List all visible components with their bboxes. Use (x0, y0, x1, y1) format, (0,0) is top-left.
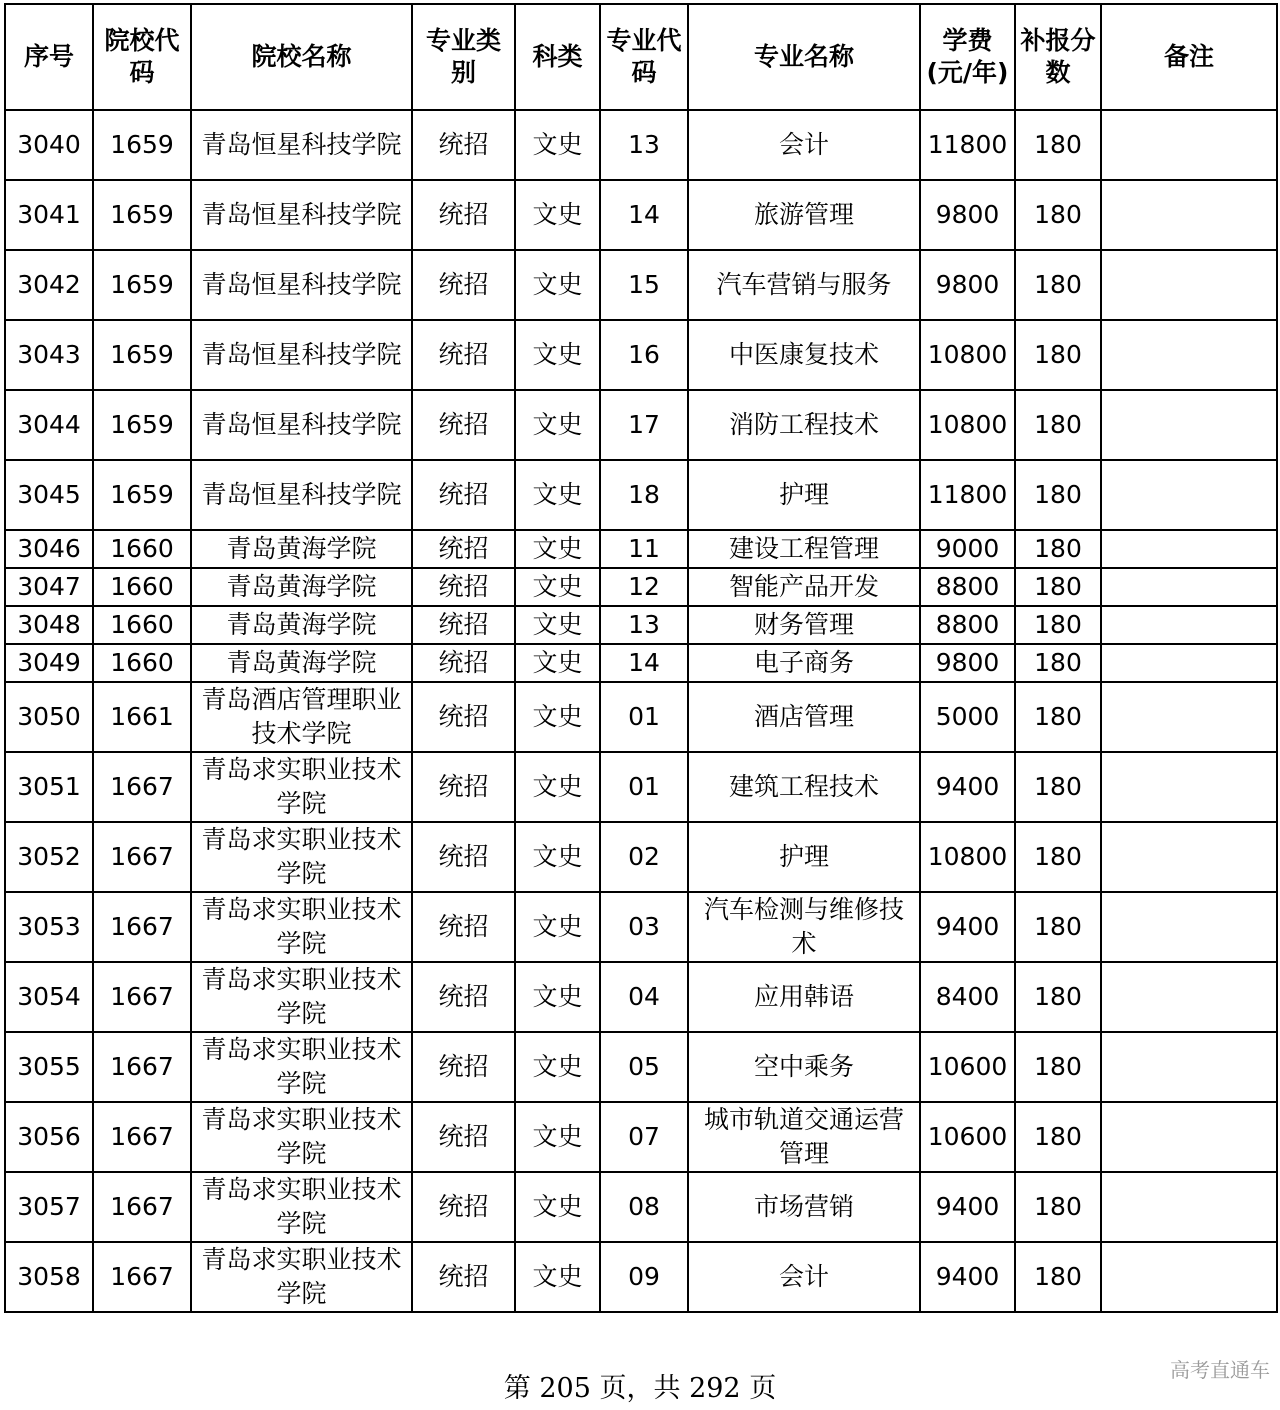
table-row (5, 110, 1277, 180)
cell-school-name: 青岛求实职业技术学院 (191, 962, 412, 1032)
table-row (5, 250, 1277, 320)
cell-tuition: 10800 (920, 390, 1015, 460)
cell-major-code: 13 (600, 110, 688, 180)
cell-tuition: 9400 (920, 752, 1015, 822)
table-row (5, 644, 1277, 682)
header-subject: 科类 (515, 4, 600, 110)
cell-score: 180 (1015, 180, 1101, 250)
header-tuition: 学费(元/年) (920, 4, 1015, 110)
cell-school-name: 青岛求实职业技术学院 (191, 892, 412, 962)
cell-school-name: 青岛恒星科技学院 (191, 460, 412, 530)
cell-school-code: 1667 (93, 1172, 191, 1242)
cell-major-name: 建设工程管理 (688, 530, 920, 568)
cell-school-code: 1667 (93, 1032, 191, 1102)
cell-score: 180 (1015, 1102, 1101, 1172)
cell-tuition: 9400 (920, 892, 1015, 962)
cell-tuition: 9800 (920, 644, 1015, 682)
cell-school-name: 青岛恒星科技学院 (191, 180, 412, 250)
cell-tuition: 9400 (920, 1242, 1015, 1312)
cell-tuition: 5000 (920, 682, 1015, 752)
header-school-name: 院校名称 (191, 4, 412, 110)
cell-school-name: 青岛黄海学院 (191, 644, 412, 682)
cell-major-code: 11 (600, 530, 688, 568)
cell-score: 180 (1015, 1242, 1101, 1312)
cell-score: 180 (1015, 568, 1101, 606)
cell-major-type: 统招 (412, 822, 515, 892)
cell-subject: 文史 (515, 822, 600, 892)
table-row (5, 682, 1277, 752)
cell-tuition: 9000 (920, 530, 1015, 568)
cell-major-type: 统招 (412, 390, 515, 460)
cell-subject: 文史 (515, 568, 600, 606)
cell-major-code: 02 (600, 822, 688, 892)
cell-seq: 3042 (5, 250, 93, 320)
cell-seq: 3040 (5, 110, 93, 180)
cell-major-name: 会计 (688, 1242, 920, 1312)
cell-score: 180 (1015, 1172, 1101, 1242)
table-row (5, 1242, 1277, 1312)
cell-seq: 3050 (5, 682, 93, 752)
cell-score: 180 (1015, 1032, 1101, 1102)
cell-subject: 文史 (515, 682, 600, 752)
cell-school-code: 1667 (93, 892, 191, 962)
cell-subject: 文史 (515, 110, 600, 180)
cell-school-name: 青岛恒星科技学院 (191, 320, 412, 390)
cell-major-type: 统招 (412, 320, 515, 390)
table-row (5, 1102, 1277, 1172)
cell-subject: 文史 (515, 1102, 600, 1172)
cell-tuition: 10600 (920, 1102, 1015, 1172)
cell-major-code: 08 (600, 1172, 688, 1242)
cell-tuition: 9800 (920, 250, 1015, 320)
cell-remark (1101, 644, 1277, 682)
header-score: 补报分数 (1015, 4, 1101, 110)
cell-tuition: 10800 (920, 822, 1015, 892)
cell-major-code: 01 (600, 752, 688, 822)
cell-major-name: 财务管理 (688, 606, 920, 644)
cell-seq: 3043 (5, 320, 93, 390)
header-major-name: 专业名称 (688, 4, 920, 110)
cell-remark (1101, 110, 1277, 180)
cell-tuition: 8400 (920, 962, 1015, 1032)
cell-seq: 3056 (5, 1102, 93, 1172)
cell-seq: 3058 (5, 1242, 93, 1312)
table-row (5, 460, 1277, 530)
cell-school-code: 1661 (93, 682, 191, 752)
cell-subject: 文史 (515, 390, 600, 460)
page-number: 第 205 页，共 292 页 (503, 1373, 777, 1404)
table-row (5, 752, 1277, 822)
cell-major-code: 16 (600, 320, 688, 390)
cell-major-code: 18 (600, 460, 688, 530)
table-row (5, 606, 1277, 644)
table-row (5, 180, 1277, 250)
cell-remark (1101, 460, 1277, 530)
cell-major-type: 统招 (412, 1032, 515, 1102)
cell-school-name: 青岛求实职业技术学院 (191, 1172, 412, 1242)
header-seq: 序号 (5, 4, 93, 110)
cell-major-code: 01 (600, 682, 688, 752)
cell-major-name: 电子商务 (688, 644, 920, 682)
cell-major-code: 15 (600, 250, 688, 320)
cell-major-type: 统招 (412, 110, 515, 180)
cell-school-code: 1660 (93, 530, 191, 568)
cell-major-code: 14 (600, 180, 688, 250)
cell-major-type: 统招 (412, 892, 515, 962)
cell-score: 180 (1015, 110, 1101, 180)
cell-major-code: 07 (600, 1102, 688, 1172)
cell-seq: 3052 (5, 822, 93, 892)
cell-subject: 文史 (515, 1242, 600, 1312)
cell-major-type: 统招 (412, 1102, 515, 1172)
cell-school-name: 青岛求实职业技术学院 (191, 752, 412, 822)
cell-subject: 文史 (515, 752, 600, 822)
cell-tuition: 9800 (920, 180, 1015, 250)
cell-subject: 文史 (515, 606, 600, 644)
cell-school-name: 青岛求实职业技术学院 (191, 822, 412, 892)
cell-major-type: 统招 (412, 752, 515, 822)
cell-subject: 文史 (515, 962, 600, 1032)
cell-school-name: 青岛求实职业技术学院 (191, 1032, 412, 1102)
cell-school-code: 1667 (93, 822, 191, 892)
cell-school-name: 青岛黄海学院 (191, 568, 412, 606)
cell-remark (1101, 606, 1277, 644)
cell-school-code: 1660 (93, 606, 191, 644)
table-row (5, 530, 1277, 568)
cell-major-type: 统招 (412, 568, 515, 606)
cell-score: 180 (1015, 460, 1101, 530)
cell-remark (1101, 892, 1277, 962)
table-row (5, 320, 1277, 390)
cell-tuition: 8800 (920, 606, 1015, 644)
cell-remark (1101, 1032, 1277, 1102)
cell-seq: 3047 (5, 568, 93, 606)
cell-score: 180 (1015, 752, 1101, 822)
cell-major-type: 统招 (412, 1242, 515, 1312)
cell-remark (1101, 962, 1277, 1032)
cell-major-name: 旅游管理 (688, 180, 920, 250)
cell-seq: 3053 (5, 892, 93, 962)
cell-score: 180 (1015, 250, 1101, 320)
cell-tuition: 10600 (920, 1032, 1015, 1102)
cell-seq: 3046 (5, 530, 93, 568)
cell-school-code: 1660 (93, 568, 191, 606)
table-row (5, 1172, 1277, 1242)
cell-major-type: 统招 (412, 180, 515, 250)
cell-school-code: 1660 (93, 644, 191, 682)
cell-school-name: 青岛恒星科技学院 (191, 250, 412, 320)
cell-major-type: 统招 (412, 606, 515, 644)
cell-major-code: 13 (600, 606, 688, 644)
cell-school-name: 青岛恒星科技学院 (191, 390, 412, 460)
cell-major-name: 应用韩语 (688, 962, 920, 1032)
cell-seq: 3049 (5, 644, 93, 682)
cell-major-name: 市场营销 (688, 1172, 920, 1242)
cell-remark (1101, 682, 1277, 752)
cell-school-code: 1659 (93, 110, 191, 180)
cell-major-type: 统招 (412, 530, 515, 568)
cell-score: 180 (1015, 644, 1101, 682)
cell-major-code: 17 (600, 390, 688, 460)
cell-major-name: 城市轨道交通运营管理 (688, 1102, 920, 1172)
cell-major-type: 统招 (412, 682, 515, 752)
cell-major-code: 14 (600, 644, 688, 682)
cell-major-name: 会计 (688, 110, 920, 180)
cell-seq: 3057 (5, 1172, 93, 1242)
cell-major-name: 中医康复技术 (688, 320, 920, 390)
cell-seq: 3044 (5, 390, 93, 460)
cell-subject: 文史 (515, 530, 600, 568)
cell-remark (1101, 530, 1277, 568)
table-header-row (5, 4, 1277, 110)
cell-school-name: 青岛求实职业技术学院 (191, 1242, 412, 1312)
cell-remark (1101, 390, 1277, 460)
cell-subject: 文史 (515, 644, 600, 682)
cell-school-name: 青岛黄海学院 (191, 606, 412, 644)
header-major-code: 专业代码 (600, 4, 688, 110)
cell-major-type: 统招 (412, 250, 515, 320)
table-row (5, 822, 1277, 892)
cell-major-code: 04 (600, 962, 688, 1032)
cell-major-type: 统招 (412, 460, 515, 530)
cell-major-code: 03 (600, 892, 688, 962)
cell-major-name: 汽车营销与服务 (688, 250, 920, 320)
table-row (5, 1032, 1277, 1102)
cell-school-code: 1659 (93, 180, 191, 250)
cell-major-type: 统招 (412, 644, 515, 682)
cell-major-code: 12 (600, 568, 688, 606)
cell-major-name: 建筑工程技术 (688, 752, 920, 822)
cell-seq: 3048 (5, 606, 93, 644)
cell-subject: 文史 (515, 1032, 600, 1102)
cell-subject: 文史 (515, 180, 600, 250)
cell-remark (1101, 1172, 1277, 1242)
cell-major-type: 统招 (412, 1172, 515, 1242)
cell-score: 180 (1015, 606, 1101, 644)
cell-tuition: 11800 (920, 460, 1015, 530)
cell-tuition: 9400 (920, 1172, 1015, 1242)
cell-major-name: 空中乘务 (688, 1032, 920, 1102)
table-row (5, 390, 1277, 460)
cell-tuition: 10800 (920, 320, 1015, 390)
cell-seq: 3045 (5, 460, 93, 530)
cell-seq: 3051 (5, 752, 93, 822)
watermark: 高考直通车 (1170, 1358, 1270, 1382)
cell-subject: 文史 (515, 320, 600, 390)
cell-score: 180 (1015, 320, 1101, 390)
cell-score: 180 (1015, 962, 1101, 1032)
cell-score: 180 (1015, 892, 1101, 962)
cell-school-code: 1659 (93, 250, 191, 320)
cell-school-code: 1667 (93, 962, 191, 1032)
cell-score: 180 (1015, 822, 1101, 892)
admissions-table (4, 3, 1278, 1313)
header-remark: 备注 (1101, 4, 1277, 110)
table-row (5, 568, 1277, 606)
cell-seq: 3054 (5, 962, 93, 1032)
cell-remark (1101, 250, 1277, 320)
cell-major-code: 05 (600, 1032, 688, 1102)
cell-seq: 3041 (5, 180, 93, 250)
cell-remark (1101, 180, 1277, 250)
cell-school-code: 1659 (93, 460, 191, 530)
cell-subject: 文史 (515, 250, 600, 320)
cell-remark (1101, 752, 1277, 822)
cell-school-code: 1659 (93, 390, 191, 460)
cell-remark (1101, 320, 1277, 390)
table-row (5, 962, 1277, 1032)
cell-school-name: 青岛求实职业技术学院 (191, 1102, 412, 1172)
cell-remark (1101, 568, 1277, 606)
cell-remark (1101, 1242, 1277, 1312)
cell-tuition: 11800 (920, 110, 1015, 180)
cell-subject: 文史 (515, 892, 600, 962)
cell-major-type: 统招 (412, 962, 515, 1032)
cell-subject: 文史 (515, 460, 600, 530)
cell-score: 180 (1015, 530, 1101, 568)
cell-school-name: 青岛恒星科技学院 (191, 110, 412, 180)
cell-school-code: 1667 (93, 752, 191, 822)
cell-major-name: 智能产品开发 (688, 568, 920, 606)
header-school-code: 院校代码 (93, 4, 191, 110)
table-row (5, 892, 1277, 962)
cell-school-code: 1659 (93, 320, 191, 390)
cell-major-name: 酒店管理 (688, 682, 920, 752)
cell-school-code: 1667 (93, 1242, 191, 1312)
cell-remark (1101, 822, 1277, 892)
cell-major-code: 09 (600, 1242, 688, 1312)
cell-school-code: 1667 (93, 1102, 191, 1172)
cell-major-name: 消防工程技术 (688, 390, 920, 460)
cell-subject: 文史 (515, 1172, 600, 1242)
cell-major-name: 汽车检测与维修技术 (688, 892, 920, 962)
header-major-type: 专业类别 (412, 4, 515, 110)
cell-major-name: 护理 (688, 822, 920, 892)
cell-remark (1101, 1102, 1277, 1172)
cell-school-name: 青岛酒店管理职业技术学院 (191, 682, 412, 752)
cell-seq: 3055 (5, 1032, 93, 1102)
cell-score: 180 (1015, 682, 1101, 752)
cell-major-name: 护理 (688, 460, 920, 530)
cell-score: 180 (1015, 390, 1101, 460)
cell-tuition: 8800 (920, 568, 1015, 606)
cell-school-name: 青岛黄海学院 (191, 530, 412, 568)
